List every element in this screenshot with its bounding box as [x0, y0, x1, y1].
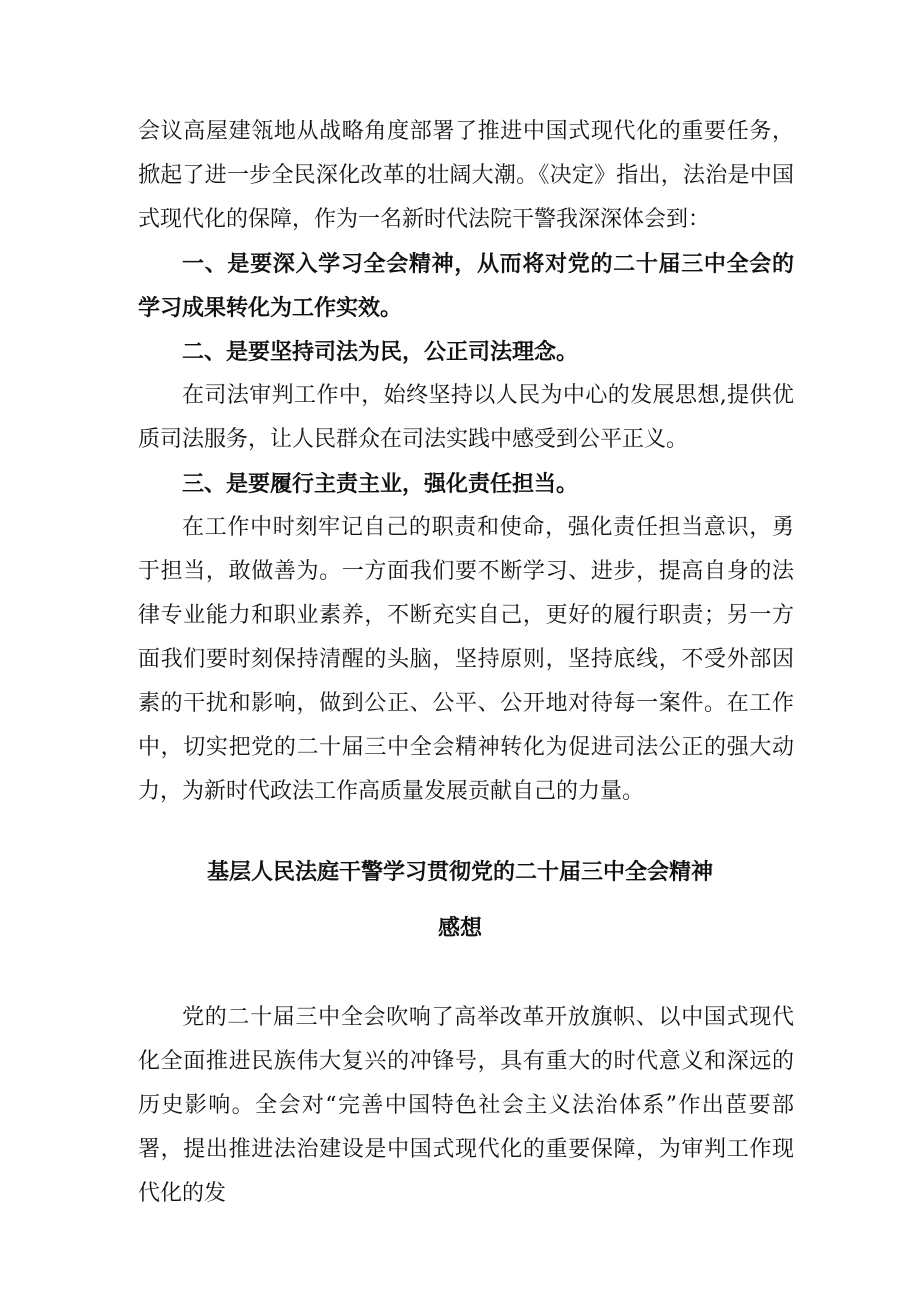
heading-point-three: 三、是要履行主责主业，强化责任担当。 [182, 471, 579, 497]
article-title-line-2: 感想 [437, 915, 482, 941]
heading-point-one: 一、是要深入学习全会精神，从而将对党的二十届三中全会的学习成果转化为工作实效。 [138, 251, 794, 321]
article-title: 基层人民法庭干警学习贯彻党的二十届三中全会精神 [206, 859, 713, 885]
paragraph-intro: 会议高屋建瓴地从战略角度部署了推进中国式现代化的重要任务，掀起了进一步全民深化改革的壮阔大潮。《决定》指出，法治是中国式现代化的保障，作为一名新时代法院干警我深深体会到： [138, 119, 794, 232]
paragraph-article-opening: 党的二十届三中全会吹响了高举改革开放旗帜、以中国式现代化全面推进民族伟大复兴的冲锋号，具有重大的时代意义和深远的历史影响。全会对“完善中国特色社会主义法治体系”作出茞要部署，提出推进法治建设是中国式现代化的重要保障，为审判工作现代化的发 [138, 1005, 794, 1206]
heading-point-two: 二、是要坚持司法为民，公正司法理念。 [182, 339, 579, 365]
paragraph-point-three-body: 在工作中时刻牢记自己的职责和使命，强化责任担当意识，勇于担当，敢做善为。一方面我们要不断学习、进步，提高自身的法律专业能力和职业素养，不断充实自己，更好的履行职责；另一方面我们要时刻保持清醒的头脑，坚持原则，坚持底线，不受外部因素的干扰和影响，做到公正、公平、公开地对待每一案件。在工作中，切实把党的二十届三中全会精神转化为促进司法公正的强大动力，为新时代政法工作高质量发展贡献自己的力量。 [138, 515, 794, 804]
paragraph-point-two-body: 在司法审判工作中，始终坚持以人民为中心的发展思想,提供优质司法服务，让人民群众在司法实践中感受到公平正义。 [138, 383, 794, 452]
